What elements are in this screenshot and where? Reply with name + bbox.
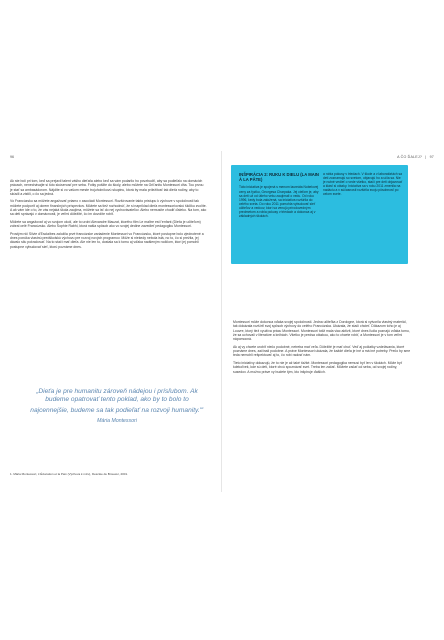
- paragraph: Montessori môže dokonca vďaka svojej spoločnosti. Jedna učiteľka z Dordogne, ktorá si vytvorila vlastný materiál, tak dokázala rozšíriť svoj spôsob výchovy do celého Francúzska. Ukázala, že stačí chcieť. Dôkazom toho je aj Louvre, ktorý tiež využíva prácu Montessori. Montessori totiž mala viac aktivít, ktoré dnes ľudia poznajú vďaka tomu, že sa uchovali v literatúre a knihách. Všetko je predsa otázkou, ako to chcete robiť, a Montessori je v tom veľmi nápomocná.: [233, 320, 410, 342]
- paragraph: Môžete sa angažovať aj vo svojom okolí, ale to urobí Alexandre Mauzat, ktorého film Le maître est l'enfant (Dieťa je učiteľom) zobral celé Francúzsko. Alebo Sophie Rabhi, ktorá našla spôsob ako vo svojej dedine zavedieť pedagogiku Montessori.: [10, 219, 201, 229]
- box-column-left: [239, 172, 319, 218]
- box-text: a robia pokusy v triedach. V škole a v laboratóriách sa deti zoznamujú so svetom, objavujú ho a učia sa. Nie je nutné vedieť o vede všetko, stačí pre deti objavovať a klásť si otázky. Iniciatíva sa v roku 2011 zmenila na nadáciu a v súčasnosti rozšírila svoju pôsobnosť po celom svete.: [323, 172, 403, 197]
- right-page-header: A ČO ĎALEJ? | 97: [397, 155, 434, 159]
- footnote: 1. Mária Montessori, L'Éducation et la Paix (Výchova k míru), Desclée de Brouwer, 2001.: [10, 472, 128, 476]
- quote-author: Mária Montessori: [97, 417, 137, 424]
- box-title: INŠPIRÁCIA 2: RUKU K DIELU (LA MAIN À LA PÂTE): [239, 172, 319, 183]
- inspiration-box: [231, 165, 408, 264]
- quote-text: „Dieťa je pre humanitu zároveň nádejou i prísľubom. Ak budeme opatrovať tento poklad, ako by to bolo to najcennejšie, budeme sa tak podieľať na rozvoji humanity."$^1$: [30, 388, 204, 415]
- box-column-right: [323, 172, 403, 197]
- paragraph: Prostým nič Silvie d'Esclaibes založila prvé francúzske zariadenie Montessori vo Francúzsku, ktoré postupne bolo zjednotené a dnes ponúka vlastnú predškolskú výchovu pre rozvoj nových programov. Môže si niekedy nebola istá, no to, čo si prežila, jej dávalo silu pokračovať. Na to stačí mať dieťa. Ale nie len to, dostala sa k tomu aj vďaka nadšeným rodičom, ktorí jej pomohli postupne vybudovať sieť, ktorú poznáme dnes.: [10, 231, 204, 249]
- paragraph: Tieto iniciatívy dokazujú, že to nie je až také ťažké. Montessori pedagogika nemusí byť len v školách. Môže byť kdekoľvek, kde sú deti, ktoré chcú spoznávať svet. Treba len začať. Môžete začať od seba, od svojej rodiny, susedov. A možno práve vy budete tým, kto inšpiruje ďalších.: [233, 360, 403, 374]
- book-gutter: [221, 151, 222, 492]
- paragraph: Ak aj vy chcete urobiť niečo podobné, netreba mať veľa. Dôležité je mať chuť. Veď aj počiatky vzdelávania, ktoré poznáme dnes, začínali podobne. A práve Montessori ukázala, že každé dieťa je iné a má iné potreby. Prečo by sme teda nemohli rešpektovať aj to, čo robí radosť nám.: [233, 344, 411, 358]
- pull-quote: [30, 388, 204, 424]
- left-page-number: 96: [10, 155, 14, 159]
- running-header: A ČO ĎALEJ?: [397, 155, 423, 159]
- box-text: Táto iniciatíva je spojená s menom laureáta Nobelovej ceny za fyziku, Georgesa Charpaka. Jej cieľom je, aby sa deti už od útleho veku zaujímali o vedu. Od roku 1996, kedy bola založená, sa iniciatíva rozšírila do celého sveta. Do roku 2011 pomohla vybudovať sieť učiteľov a vedcov, ktorí sa venujú prírodovedným predmetom a robia pokusy v triedach a dokonca aj v základných školách.: [239, 185, 319, 219]
- quote-footnote-ref: 1: [202, 406, 204, 411]
- right-page-number: 97: [429, 155, 434, 159]
- paragraph: Ak ste boli pri tom, keď sa prejavil talent vášho dieťaťa alebo keď sa vám podarilo ho povzbudiť, aby sa podieľalo na domácich prácach, nenechávajte si túto skúsenosť pre seba. Fotky pošlite do školy, alebo môžete na Gril'anitu Montessori dňa. Tou prvou je stať sa ambasádorom. Nájdite si vo vašom meste trojuholníkovú skupinu, ktorá by mala príležitosť tak dieťa rodiny, aby to skúsili a zistili, o čo sa jedná.: [10, 179, 204, 196]
- paragraph: Vo Francúzsku sa môžete angažovať priamo v asociácii Montessori. Rozšírovanie takto pristupu k výchove v spoločnosti tak môžete podporiť aj okrem finančných príspevkov. Môžete sa tiež rozhodnúť, že si napríklad dieťa montessoriovskú škôlku zvolíte. A ak vám ide o to, že vás nejaká škola zaujíma, môžete sa isť do nej vychovávateľov. Alebo nemusíte chodiť ďaleko. Na tom, ako sa deti správajú v domácnosti, je veľmi dôležité, čo im dovolíte robiť.: [10, 199, 207, 217]
- right-page-body: [233, 320, 411, 377]
- left-page-body: [10, 179, 207, 252]
